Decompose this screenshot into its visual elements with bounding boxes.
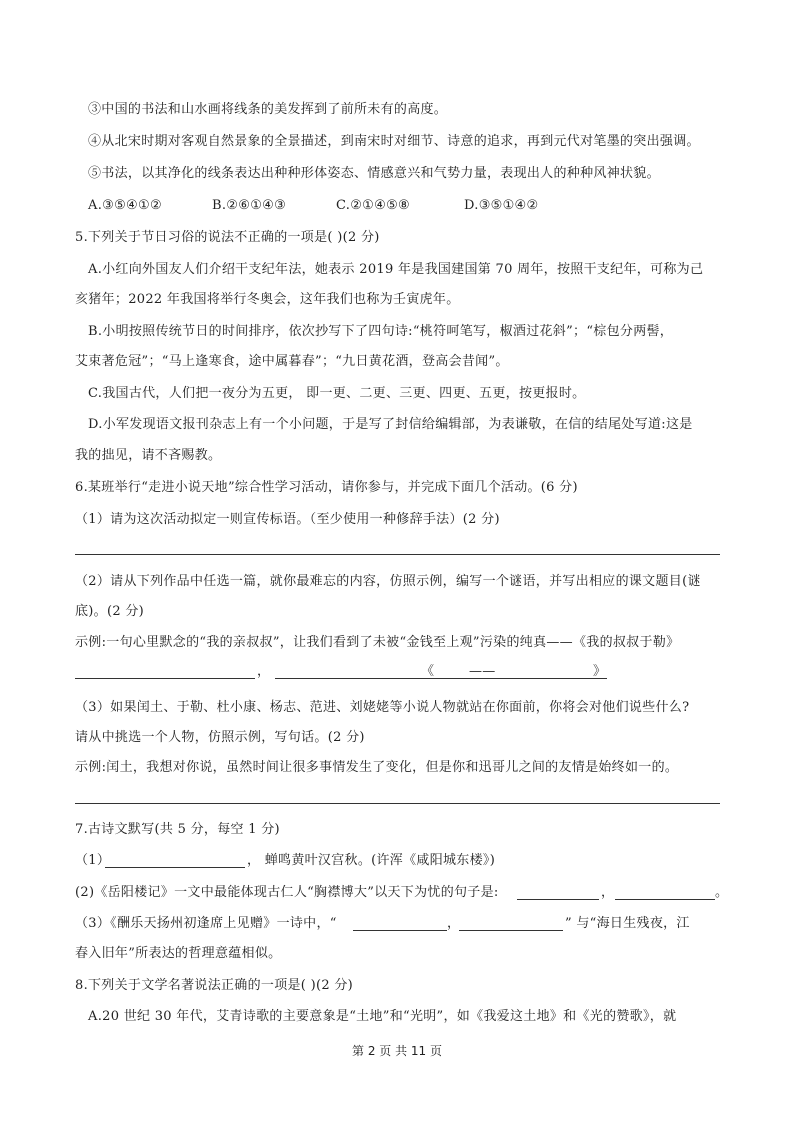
q6-part3-line1: （3）如果闰土、于勒、杜小康、杨志、范进、刘姥姥等小说人物就站在你面前，你将会对他们说些什么? [75, 700, 690, 715]
q5-option-a-line2: 亥猪年；2022 年我国将举行冬奥会，这年我们也称为壬寅虎年。 [75, 292, 460, 307]
q4-sentence-3: ③中国的书法和山水画将线条的美发挥到了前所未有的高度。 [88, 102, 448, 117]
q7-blank-4[interactable] [353, 916, 447, 931]
q7-blank-2[interactable] [517, 885, 599, 900]
q4-option-b: B.②⑥①④③ [212, 198, 287, 213]
q4-sentence-5: ⑤书法，以其净化的线条表达出种种形体姿态、情感意兴和气势力量，表现出人的种种风神状貌。 [88, 166, 660, 181]
q7-line-1 [75, 851, 635, 873]
q6-example-2: 示例:闰土，我想对你说，虽然时间让很多事情发生了变化，但是你和迅哥儿之间的友情是始终如一的。 [75, 760, 679, 775]
q5-option-d-line1: D.小军发现语文报刊杂志上有一个小问题，于是写了封信给编辑部，为表谦敬，在信的结尾处写道:这是 [88, 417, 693, 432]
q7-line3-suffix: ” 与“海日生残夜，江 [565, 916, 690, 931]
q4-option-c: C.②①④⑤⑧ [336, 198, 410, 213]
q7-line2-end: 。 [715, 885, 729, 900]
q7-stem: 7.古诗文默写(共 5 分，每空 1 分) [75, 822, 280, 837]
q5-option-b-line2: 艾束著危冠”；“马上逢寒食，途中属暮春”；“九日黄花酒，登高会昔闻”。 [75, 354, 509, 369]
q6-title-rquote: 》 [593, 664, 607, 679]
q7-line3-prefix: （3）《酬乐天扬州初逢席上见赠》一诗中，“ [75, 916, 337, 931]
q6-part2-line1: （2）请从下列作品中任选一篇，就你最难忘的内容，仿照示例，编写一个谜语，并写出相应的课文题目(谜 [75, 574, 701, 589]
q7-line-2 [75, 883, 729, 905]
q6-riddle-comma: ， [257, 664, 271, 679]
q6-part3-line2: 请从中挑选一个人物，仿照示例，写句话。(2 分) [75, 730, 365, 745]
q7-line1-prefix: （1） [75, 853, 111, 868]
q6-part3-answer-line[interactable] [75, 803, 720, 804]
q6-part1: （1）请为这次活动拟定一则宣传标语。（至少使用一种修辞手法）(2 分) [75, 512, 500, 527]
q7-line-3b: 春入旧年”所表达的哲理意蕴相似。 [75, 946, 282, 961]
q7-line-3 [75, 914, 725, 936]
q4-sentence-4: ④从北宋时期对客观自然景象的全景描述，到南宋时对细节、诗意的追求，再到元代对笔墨的突出强调。 [88, 134, 700, 149]
q6-stem: 6.某班举行“走进小说天地”综合性学习活动，请你参与，并完成下面几个活动。(6 分) [75, 480, 578, 495]
q5-option-b-line1: B.小明按照传统节日的时间排序，依次抄写下了四句诗:“桃符呵笔写，椒酒过花斜”；“棕包分两髻， [88, 324, 674, 339]
q7-line2-prefix: (2)《岳阳楼记》一文中最能体现古仁人“胸襟博大”以天下为忧的句子是: [75, 885, 499, 900]
q8-stem: 8.下列关于文学名著说法正确的一项是( )(2 分) [75, 978, 354, 993]
q7-blank-5[interactable] [459, 916, 563, 931]
q5-option-d-line2: 我的拙见，请不吝赐教。 [75, 448, 222, 463]
q6-example-1: 示例:一句心里默念的“我的亲叔叔”，让我们看到了未被“金钱至上观”污染的纯真——《我的叔叔于勒》 [75, 635, 680, 650]
q5-stem: 5.下列关于节日习俗的说法不正确的一项是( )(2 分) [75, 230, 380, 245]
q6-riddle-dash: —— [469, 664, 496, 679]
q4-option-a: A.③⑤④①② [88, 198, 162, 213]
q4-option-d: D.③⑤①④② [464, 198, 539, 213]
q6-part2-line2: 底)。(2 分) [75, 604, 145, 619]
q6-part1-answer-line[interactable] [75, 554, 720, 555]
q7-line1-suffix: ， 蝉鸣黄叶汉宫秋。(许浑《咸阳城东楼》) [247, 853, 496, 868]
q6-riddle-blank[interactable] [75, 664, 255, 679]
q7-line3-comma: ， [447, 916, 461, 931]
q6-riddle-answer-row [75, 662, 635, 684]
page-footer: 第 2 页 共 11 页 [352, 1044, 442, 1058]
q5-option-c: C.我国古代，人们把一夜分为五更， 即一更、二更、三更、四更、五更，按更报时。 [88, 386, 586, 401]
q8-option-a-line1: A.20 世纪 30 年代，艾青诗歌的主要意象是“土地”和“光明”，如《我爱这土地》和《光的赞歌》，就 [88, 1009, 677, 1024]
q7-line2-comma: ， [601, 885, 615, 900]
q7-blank-3[interactable] [615, 885, 715, 900]
q6-title-answer-line[interactable] [425, 664, 607, 679]
q5-option-a-line1: A.小红向外国友人们介绍干支纪年法，她表示 2019 年是我国建国第 70 周年，按照干支纪年，可称为己 [88, 262, 704, 277]
q6-title-lquote: 《 [421, 664, 435, 679]
q7-blank-1[interactable] [105, 853, 245, 868]
